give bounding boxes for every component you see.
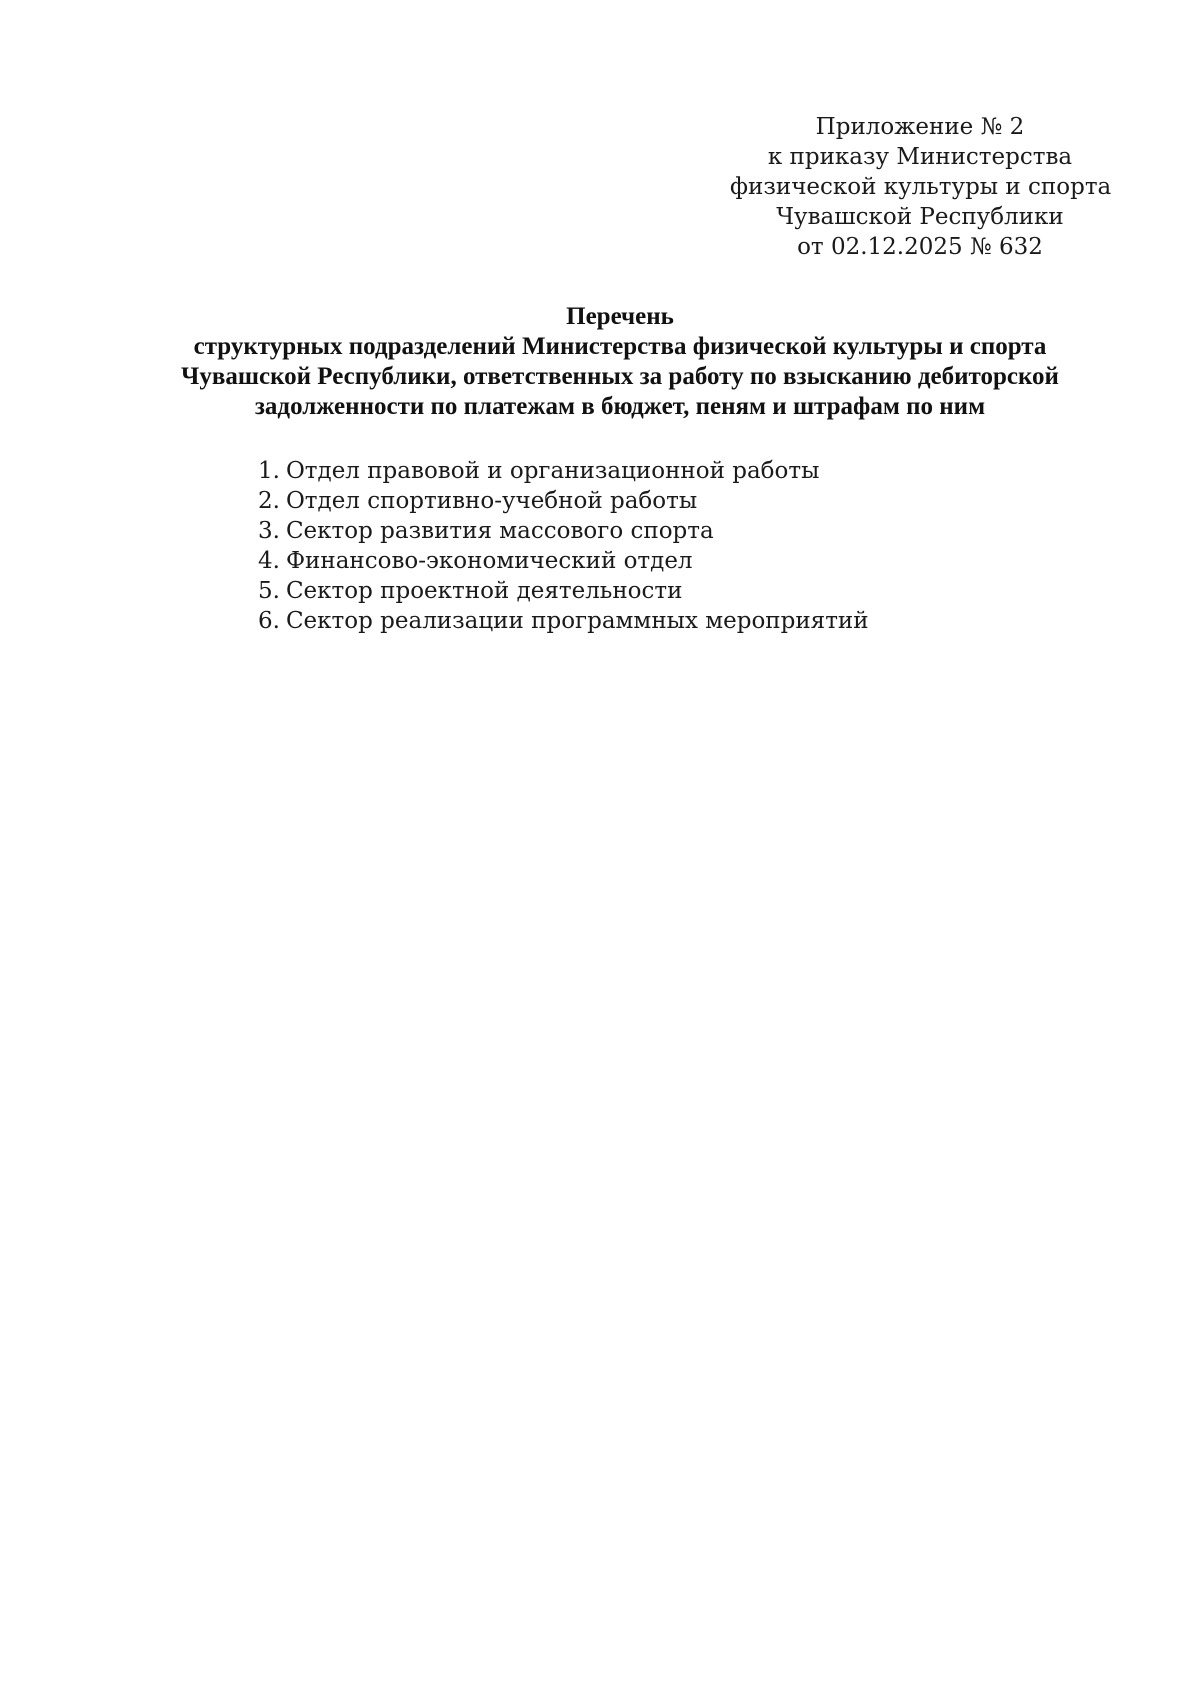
title-line-3: Чувашской Республики, ответственных за работу по взысканию дебиторской	[181, 363, 1059, 390]
list-item-text: Сектор развития массового спорта	[285, 518, 714, 544]
appendix-number: Приложение № 2	[815, 114, 1025, 140]
list-item-number: 4.	[258, 548, 280, 574]
list-item-text: Отдел правовой и организационной работы	[285, 458, 820, 484]
department-list	[258, 456, 869, 636]
list-item	[258, 606, 869, 636]
list-item-number: 2.	[258, 488, 280, 514]
list-item-number: 6.	[258, 608, 280, 634]
list-item	[258, 576, 869, 606]
list-item-number: 5.	[258, 578, 280, 604]
list-item	[258, 516, 869, 546]
document-title	[140, 302, 1100, 422]
list-item-number: 1.	[258, 458, 280, 484]
appendix-date-number: от 02.12.2025 № 632	[797, 234, 1043, 260]
title-line-4: задолженности по платежам в бюджет, пеням и штрафам по ним	[254, 393, 986, 420]
title-line-2: структурных подразделений Министерства физической культуры и спорта	[193, 333, 1047, 360]
list-item-text: Финансово-экономический отдел	[285, 548, 693, 574]
appendix-order-ref: к приказу Министерства	[767, 144, 1073, 170]
list-item	[258, 546, 869, 576]
list-item-number: 3.	[258, 518, 280, 544]
appendix-republic: Чувашской Республики	[776, 204, 1064, 230]
appendix-header	[730, 112, 1110, 262]
list-item-text: Отдел спортивно-учебной работы	[285, 488, 698, 514]
appendix-ministry: физической культуры и спорта	[730, 174, 1112, 200]
title-line-1: Перечень	[566, 303, 674, 330]
list-item	[258, 456, 869, 486]
list-item-text: Сектор проектной деятельности	[285, 578, 683, 604]
list-item-text: Сектор реализации программных мероприятий	[285, 608, 869, 634]
list-item	[258, 486, 869, 516]
